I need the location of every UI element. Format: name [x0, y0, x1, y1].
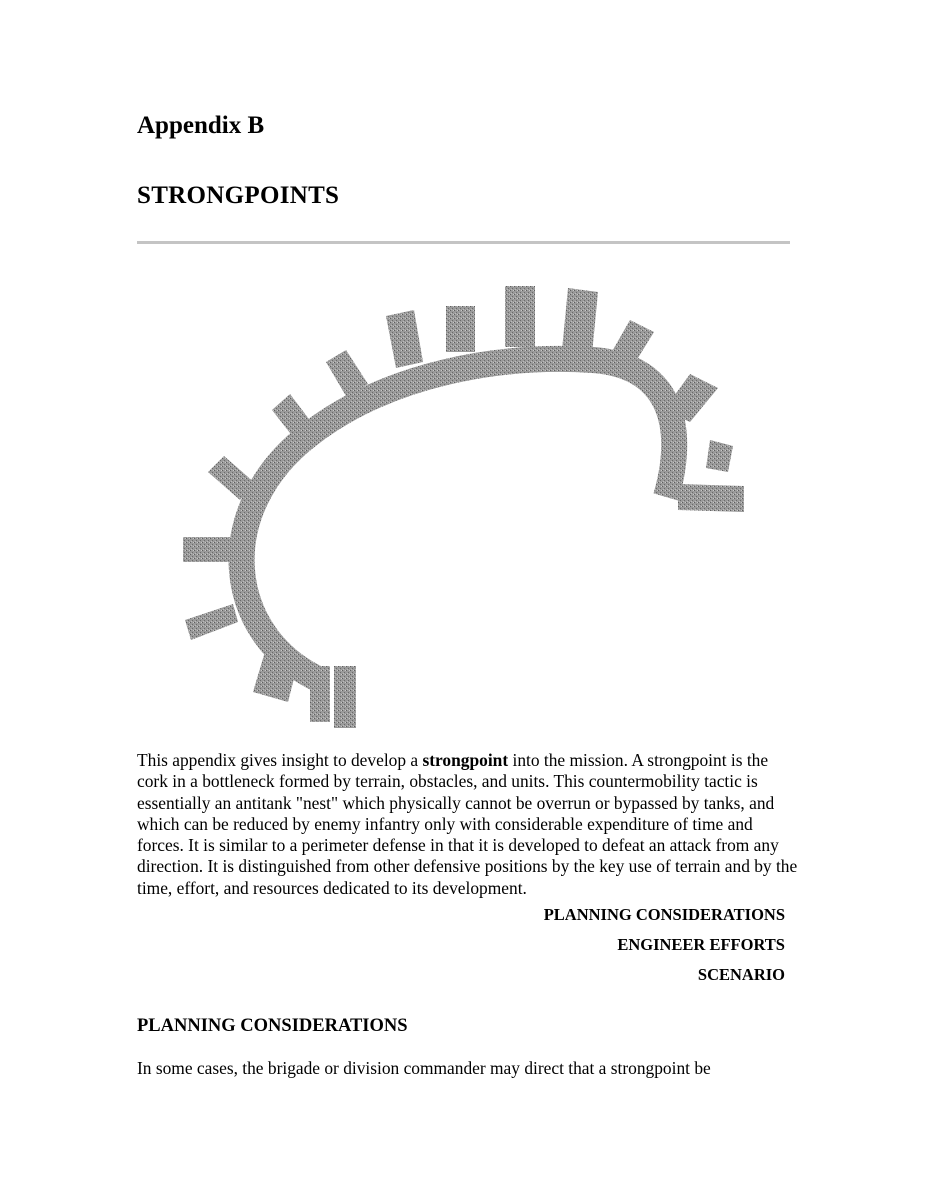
section-body-text: In some cases, the brigade or division commander may direct that a strongpoint be [137, 1058, 711, 1078]
page-title: STRONGPOINTS [137, 182, 340, 209]
title-divider [137, 241, 790, 244]
toc-link-planning-considerations[interactable]: PLANNING CONSIDERATIONS [543, 905, 785, 924]
toc-link-scenario[interactable]: SCENARIO [697, 965, 785, 984]
section-heading-planning-considerations: PLANNING CONSIDERATIONS [137, 1016, 408, 1036]
toc-link-engineer-efforts[interactable]: ENGINEER EFFORTS [617, 935, 785, 954]
strongpoint-illustration [150, 262, 790, 742]
strongpoint-shape [183, 286, 744, 728]
intro-paragraph [137, 750, 799, 899]
appendix-label: Appendix B [137, 112, 265, 139]
strongpoint-term: strongpoint [422, 750, 509, 770]
intro-rest: into the mission. A strongpoint is the cork in a bottleneck formed by terrain, obstacles, and units. This countermobility tactic is essentially an antitank "nest" which physically cannot be overrun or bypassed by tanks, and which can be reduced by enemy infantry only with considerable expenditure of time and forces. It is similar to a perimeter defense in that it is developed to defeat an attack from any direction. It is distinguished from other defensive positions by the key use of terrain and by the time, effort, and resources dedicated to its development. [137, 750, 798, 898]
intro-lead: This appendix gives insight to develop a [137, 750, 423, 770]
